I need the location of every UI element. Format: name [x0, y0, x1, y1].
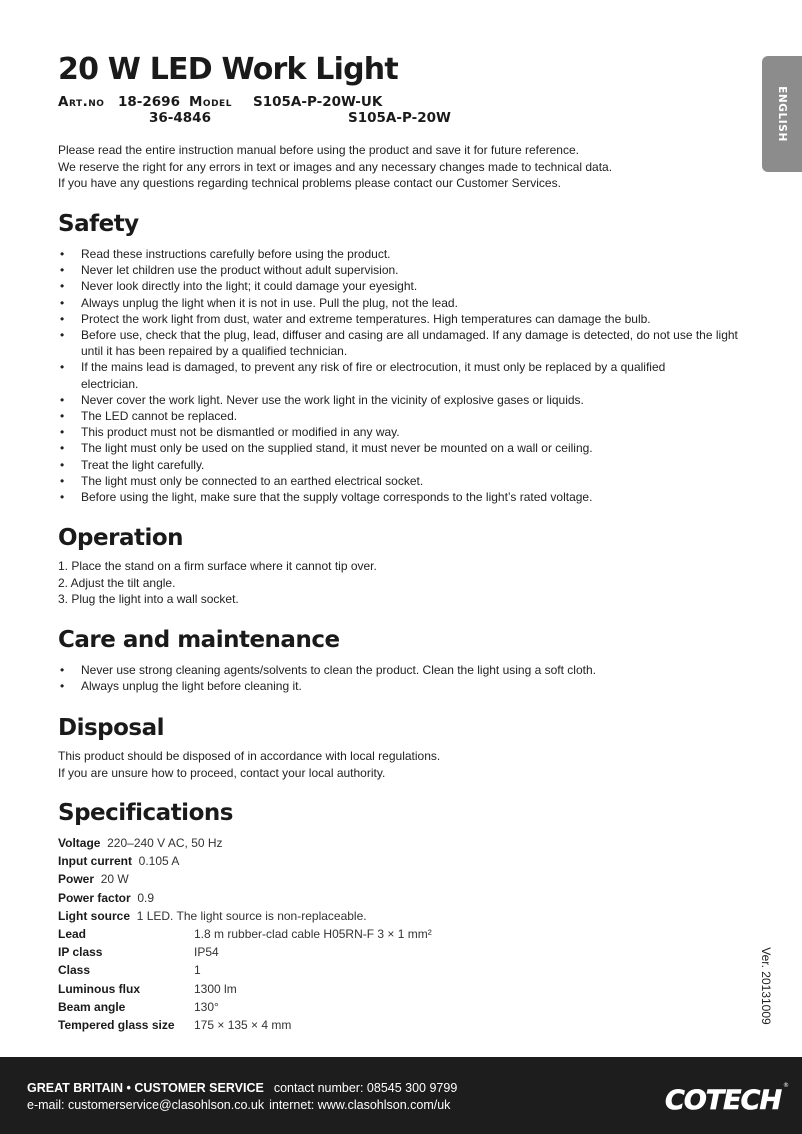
spec-row	[58, 943, 367, 961]
operation-steps	[58, 558, 377, 608]
list-item: • Never let children use the product without adult supervision.	[58, 262, 738, 278]
spec-value: 1 LED. The light source is non-replaceable.	[136, 908, 367, 923]
footer-phone: contact number: 08545 300 9799	[273, 1081, 458, 1095]
intro-line: Please read the entire instruction manual before using the product and save it for future reference.	[58, 143, 579, 157]
language-tab-label: ENGLISH	[776, 86, 788, 142]
spec-label: Power factor	[58, 890, 131, 905]
spec-value: 1.8 m rubber-clad cable H05RN-F 3 × 1 mm²	[194, 926, 432, 941]
spec-row	[58, 925, 432, 943]
footer-website: internet: www.clasohlson.com/uk	[269, 1098, 451, 1112]
disposal-text	[58, 748, 440, 781]
spec-row	[58, 907, 367, 925]
care-list	[58, 662, 738, 694]
footer-region: GREAT BRITAIN • CUSTOMER SERVICE	[27, 1081, 264, 1095]
spec-row	[58, 889, 367, 907]
list-item: • Protect the work light from dust, water and extreme temperatures. High temperatures can damage the bulb.	[58, 311, 738, 327]
spec-value: 220–240 V AC, 50 Hz	[107, 836, 223, 850]
list-item: • Never use strong cleaning agents/solvents to clean the product. Clean the light using a soft cloth.	[58, 662, 738, 678]
spec-label: Lead	[58, 926, 87, 941]
model-value: S105A-P-20W-UK	[253, 94, 383, 110]
version-label: Ver. 20131009	[759, 947, 773, 1025]
spec-value: 1300 lm	[194, 981, 237, 996]
intro-text	[58, 142, 612, 192]
operation-heading: Operation	[58, 525, 184, 551]
care-heading: Care and maintenance	[58, 627, 340, 653]
spec-row	[58, 980, 367, 998]
list-item: • Never look directly into the light; it could damage your eyesight.	[58, 278, 738, 294]
spec-row	[58, 834, 367, 852]
art-no-label: Art.no	[58, 94, 105, 110]
intro-line: If you have any questions regarding technical problems please contact our Customer Services.	[58, 176, 561, 190]
spec-value: 20 W	[100, 872, 129, 887]
disposal-line: This product should be disposed of in accordance with local regulations.	[58, 749, 441, 763]
spec-row	[58, 998, 367, 1016]
specifications-heading: Specifications	[58, 800, 233, 826]
spec-label: Input current	[58, 854, 132, 869]
list-item: • Never cover the work light. Never use the work light in the vicinity of explosive gases or liquids.	[58, 392, 738, 408]
disposal-line: If you are unsure how to proceed, contact your local authority.	[58, 765, 386, 780]
list-item: • Always unplug the light when it is not in use. Pull the plug, not the lead.	[58, 295, 738, 311]
specifications-list	[58, 834, 432, 1034]
spec-value: IP54	[194, 945, 219, 960]
list-item: • Before use, check that the plug, lead, diffuser and casing are all undamaged. If any damage is detected, do not use the light until it has been repaired by a qualified technician.	[58, 327, 738, 359]
list-item: • Before using the light, make sure that the supply voltage corresponds to the light’s rated voltage.	[58, 489, 738, 505]
spec-value: 0.105 A	[138, 854, 180, 869]
list-item: 1. Place the stand on a firm surface where it cannot tip over.	[58, 559, 377, 573]
registered-mark: ®	[783, 1082, 789, 1089]
footer-web-line	[27, 1098, 455, 1112]
spec-row	[58, 870, 367, 888]
list-item: 2. Adjust the tilt angle.	[58, 575, 176, 590]
spec-label: Class	[58, 963, 91, 978]
spec-row	[58, 852, 367, 870]
spec-label: Voltage	[58, 836, 101, 850]
list-item: 3. Plug the light into a wall socket.	[58, 592, 239, 606]
safety-list	[58, 246, 738, 505]
spec-value: 0.9	[137, 890, 155, 905]
list-item: • The light must only be connected to an earthed electrical socket.	[58, 473, 738, 489]
spec-value: 130°	[194, 999, 219, 1014]
disposal-heading: Disposal	[58, 715, 165, 741]
cotech-logo	[661, 1078, 791, 1118]
list-item: • Read these instructions carefully before using the product.	[58, 246, 738, 262]
list-item: • If the mains lead is damaged, to prevent any risk of fire or electrocution, it must only be replaced by a qualified electrician.	[58, 359, 681, 391]
art-no-value: 36-4846	[149, 110, 211, 126]
spec-label: Tempered glass size	[58, 1017, 175, 1032]
list-item: • The LED cannot be replaced.	[58, 408, 738, 424]
spec-label: Beam angle	[58, 999, 126, 1014]
spec-label: Power	[58, 872, 95, 887]
list-item: • This product must not be dismantled or modified in any way.	[58, 424, 738, 440]
spec-value: 175 × 135 × 4 mm	[194, 1017, 292, 1032]
spec-row	[58, 961, 367, 979]
intro-line: We reserve the right for any errors in text or images and any necessary changes made to technical data.	[58, 159, 613, 174]
logo-text: COTECH	[665, 1085, 782, 1116]
list-item: • The light must only be used on the supplied stand, it must never be mounted on a wall or ceiling.	[58, 440, 738, 456]
spec-label: IP class	[58, 945, 103, 960]
footer-email: e-mail: customerservice@clasohlson.co.uk	[27, 1098, 265, 1112]
spec-label: Light source	[58, 908, 131, 923]
list-item: • Always unplug the light before cleaning it.	[58, 678, 738, 694]
art-no-value: 18-2696	[118, 94, 180, 110]
footer-contact-line	[27, 1081, 457, 1095]
safety-heading: Safety	[58, 211, 139, 237]
spec-row	[58, 1016, 367, 1034]
model-label: Model	[189, 94, 232, 110]
spec-value: 1	[194, 963, 201, 978]
list-item: • Treat the light carefully.	[58, 457, 738, 473]
footer	[0, 1057, 802, 1134]
spec-label: Luminous flux	[58, 981, 140, 996]
page-title: 20 W LED Work Light	[58, 52, 398, 87]
model-value: S105A-P-20W	[348, 110, 451, 126]
language-tab	[762, 56, 802, 172]
